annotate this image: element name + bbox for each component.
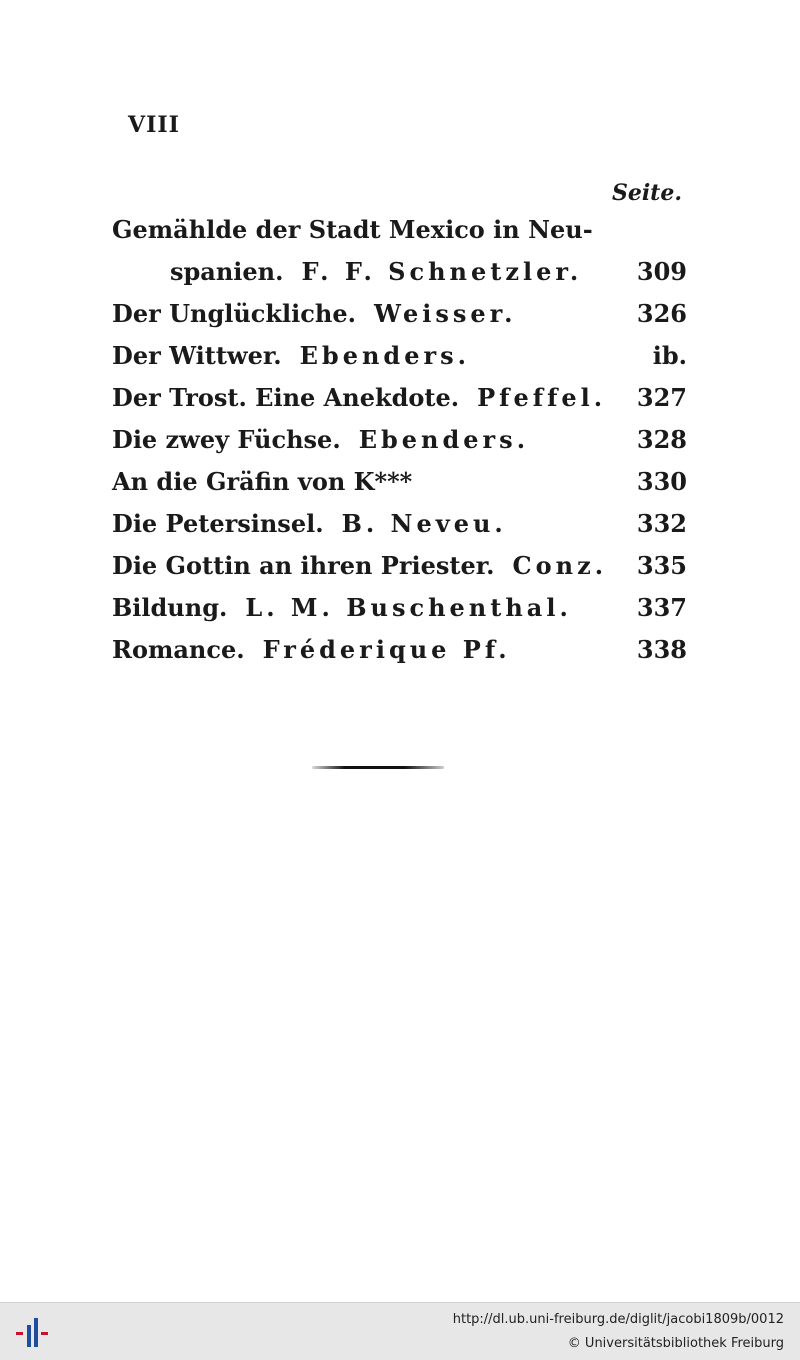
section-divider	[312, 766, 444, 769]
copyright-notice: © Universitätsbibliothek Freiburg	[567, 1336, 784, 1351]
toc-entry-title: Romance. Fréderique Pf.	[112, 635, 511, 664]
toc-entry	[112, 593, 687, 635]
toc-entry-page: 326	[636, 299, 687, 328]
toc-entry	[112, 341, 687, 383]
toc-entry	[112, 635, 687, 677]
toc-entry-title: spanien. F. F. Schnetzler.	[170, 257, 583, 286]
toc-entry-page: 330	[636, 467, 687, 496]
toc-entry-author: Pfeffel.	[477, 383, 607, 412]
toc-entry	[112, 425, 687, 467]
toc-entry	[112, 215, 687, 257]
toc-entry	[112, 299, 687, 341]
page-number: VIII	[128, 112, 180, 138]
toc-entry	[112, 383, 687, 425]
toc-entry-title: An die Gräfin von K***	[112, 467, 413, 496]
toc-entry	[112, 551, 687, 593]
toc-entry-author: Fréderique Pf.	[262, 635, 511, 664]
toc-entry-author: Ebenders.	[299, 341, 470, 370]
toc-entry-title: Der Unglückliche. Weisser.	[112, 299, 517, 328]
toc-entry-title: Die Petersinsel. B. Neveu.	[112, 509, 507, 538]
toc-entry-page: ib.	[652, 341, 687, 370]
toc-entry-page: 327	[636, 383, 687, 412]
viewer-footer	[0, 1302, 800, 1360]
toc-entry-page: 328	[636, 425, 687, 454]
toc-entry	[112, 257, 687, 299]
toc-entry-title: Bildung. L. M. Buschenthal.	[112, 593, 572, 622]
table-of-contents	[112, 215, 687, 677]
toc-entry-page: 335	[636, 551, 687, 580]
toc-entry-page: 338	[636, 635, 687, 664]
toc-entry-author: F. F. Schnetzler.	[301, 257, 583, 286]
toc-entry-title: Der Wittwer. Ebenders.	[112, 341, 470, 370]
toc-entry-title: Die Gottin an ihren Priester. Conz.	[112, 551, 608, 580]
toc-entry	[112, 509, 687, 551]
toc-entry-title: Der Trost. Eine Anekdote. Pfeffel.	[112, 383, 607, 412]
toc-entry-author: Ebenders.	[358, 425, 530, 454]
toc-entry	[112, 467, 687, 509]
toc-entry-author: L. M. Buschenthal.	[245, 593, 572, 622]
toc-entry-page: 337	[636, 593, 687, 622]
toc-entry-title: Die zwey Füchse. Ebenders.	[112, 425, 530, 454]
page-column-header: Seite.	[611, 180, 682, 206]
toc-entry-author: Conz.	[512, 551, 608, 580]
document-url[interactable]: http://dl.ub.uni-freiburg.de/diglit/jacobi1809b/0012	[452, 1312, 784, 1327]
library-logo-icon	[12, 1313, 52, 1353]
toc-entry-title: Gemählde der Stadt Mexico in Neu-	[112, 215, 593, 244]
toc-entry-author: Weisser.	[373, 299, 517, 328]
toc-entry-page: 332	[636, 509, 687, 538]
toc-entry-page: 309	[636, 257, 687, 286]
toc-entry-author: B. Neveu.	[341, 509, 507, 538]
